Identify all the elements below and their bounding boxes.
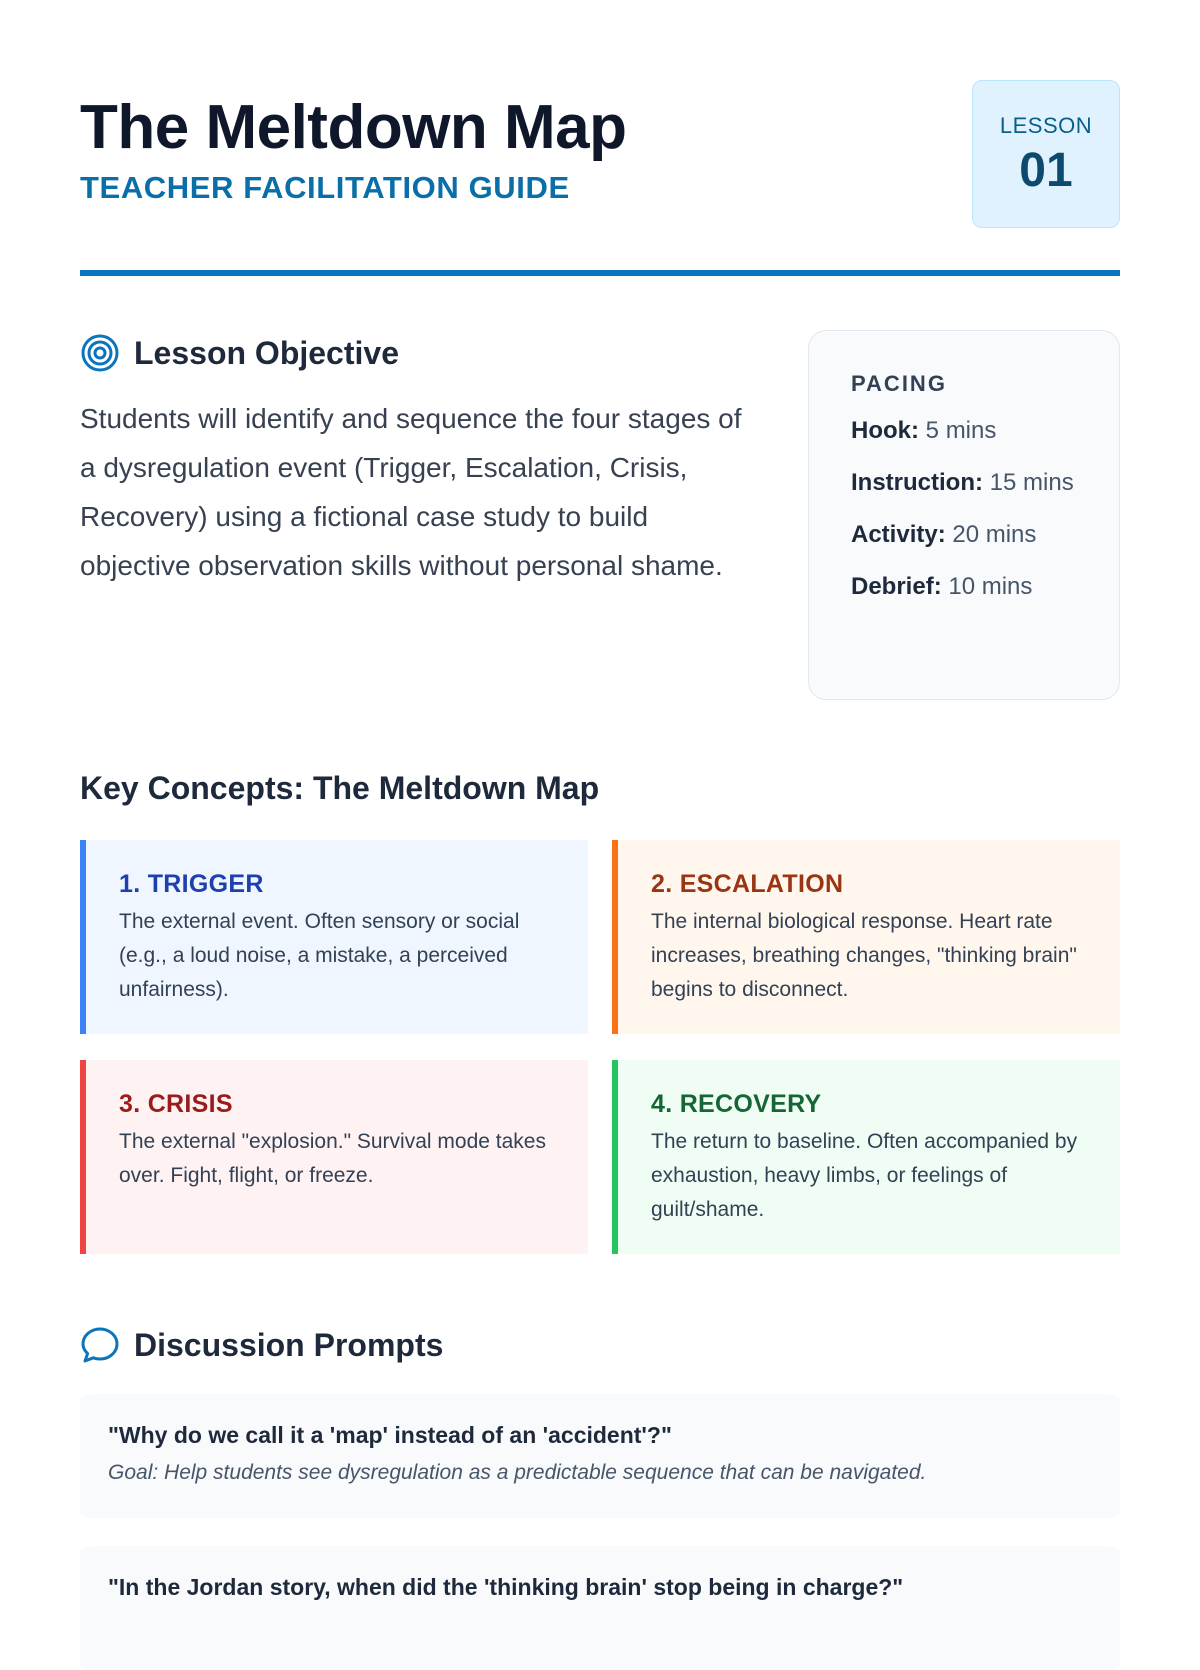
target-icon (80, 333, 120, 373)
discussion-prompt-card (80, 1394, 1120, 1518)
pacing-item-hook: Hook: 5 mins (851, 417, 997, 444)
concept-title: 4. RECOVERY (651, 1090, 822, 1118)
concept-title: 1. TRIGGER (119, 870, 264, 898)
lesson-objective-section (80, 330, 760, 590)
pacing-item-instruction: Instruction: 15 mins (851, 469, 1074, 496)
lesson-badge (972, 80, 1120, 228)
discussion-prompt-card (80, 1546, 1120, 1670)
key-concepts-heading: Key Concepts: The Meltdown Map (80, 770, 600, 806)
concept-text: The external event. Often sensory or social (e.g., a loud noise, a mistake, a perceived unfairness). (119, 910, 520, 1001)
concept-card-crisis (80, 1060, 588, 1254)
concept-title: 2. ESCALATION (651, 870, 844, 898)
concept-text: The internal biological response. Heart rate increases, breathing changes, "thinking brain" begins to disconnect. (651, 910, 1077, 1001)
lesson-label: LESSON (999, 113, 1093, 138)
pacing-item-activity: Activity: 20 mins (851, 521, 1037, 548)
concept-text: The external "explosion." Survival mode takes over. Fight, flight, or freeze. (119, 1130, 546, 1187)
header (80, 80, 1120, 232)
pacing-item-debrief: Debrief: 10 mins (851, 573, 1033, 600)
concept-text: The return to baseline. Often accompanied by exhaustion, heavy limbs, or feelings of guilt/shame. (651, 1130, 1078, 1221)
pacing-box (808, 330, 1120, 700)
lesson-number: 01 (1019, 144, 1073, 197)
concept-title: 3. CRISIS (119, 1090, 233, 1118)
concept-card-escalation (612, 840, 1120, 1034)
lesson-objective-heading: Lesson Objective (134, 334, 399, 371)
prompt-question: "Why do we call it a 'map' instead of an 'accident'?" (108, 1422, 672, 1448)
prompt-goal: Goal: Help students see dysregulation as a predictable sequence that can be navigated. (108, 1461, 927, 1484)
concept-card-recovery (612, 1060, 1120, 1254)
speech-bubble-icon (80, 1325, 120, 1365)
discussion-prompts-heading: Discussion Prompts (134, 1326, 444, 1363)
prompt-question: "In the Jordan story, when did the 'thinking brain' stop being in charge?" (108, 1574, 904, 1600)
discussion-prompts-section (80, 1322, 1120, 1600)
page-title: The Meltdown Map (80, 93, 627, 162)
page-subtitle: TEACHER FACILITATION GUIDE (80, 170, 570, 205)
pacing-title: PACING (851, 371, 947, 396)
lesson-objective-text: Students will identify and sequence the four stages of a dysregulation event (Trigger, Escalation, Crisis, Recovery) using a fictional case study to build objective observation skills without personal shame. (80, 403, 742, 581)
concept-card-trigger (80, 840, 588, 1034)
header-divider (80, 270, 1120, 276)
